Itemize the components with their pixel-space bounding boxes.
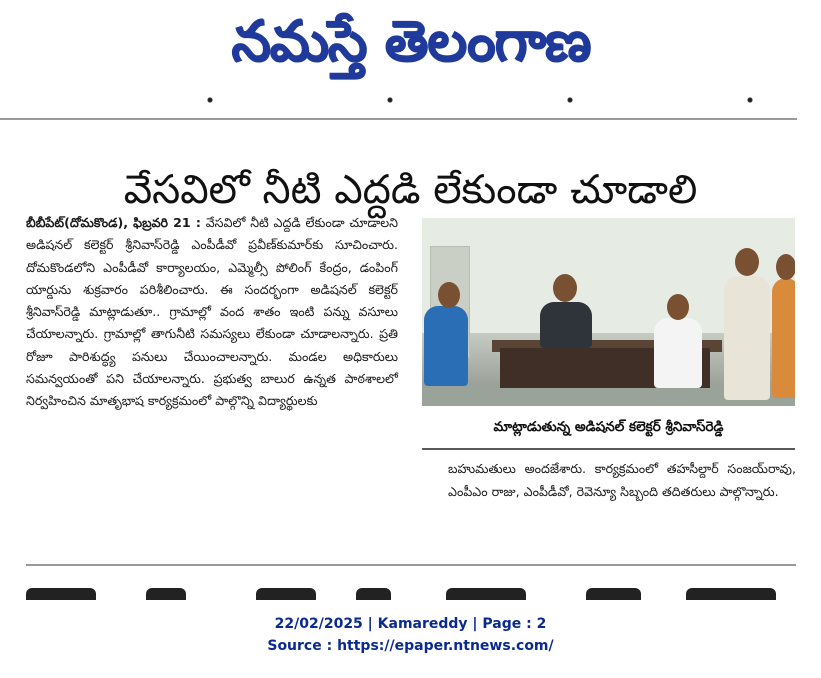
article-body-right-text: బహుమతులు అందజేశారు. కార్యక్రమంలో తహసీల్దార్ సంజయ్‌రావు, ఎంపీఎం రాజు, ఎంపీడీవో, రెవెన్యూ సిబ్బంది తదితరులు పాల్గొన్నారు. (448, 461, 796, 499)
article-photo (422, 218, 795, 406)
newspaper-logo: నమస్తే తెలంగాణ (231, 9, 590, 74)
article-body-right-column (448, 458, 796, 548)
headline-fragment-glyph (356, 588, 391, 600)
photo-person (772, 278, 795, 398)
headline-fragment-glyph (256, 588, 316, 600)
source-link[interactable]: Source : https://epaper.ntnews.com/ (267, 638, 554, 654)
photo-person-head (776, 254, 795, 280)
photo-person-head (553, 274, 577, 302)
article-body-left-text: వేసవిలో నీటి ఎద్దడి లేకుండా చూడాలని అడిషనల్ కలెక్టర్ శ్రీనివాస్‌రెడ్డి ఎంపీడీవో ప్రవీణ్‌కుమార్‌కు సూచించారు. దోమకొండలోని ఎంపీడీవో కార్యాలయం, ఎమ్మెల్సీ పోలింగ్ కేంద్రం, డంపింగ్ యార్డును శుక్రవారం పరిశీలించారు. ఈ సందర్భంగా అడిషనల్ కలెక్టర్ శ్రీనివాస్‌రెడ్డి మాట్లాడుతూ.. గ్రామాల్లో వంద శాతం ఇంటి పన్ను వసూలు చేయాలన్నారు. గ్రామాల్లో తాగునీటి సమస్యలు లేకుండా చూడాలన్నారు. ప్రతి రోజూ పారిశుద్ధ్య పనులు చేయించాలన్నారు. మండల అధికారులు సమన్వయంతో పని చేయాలన్నారు. ప్రభుత్వ బాలుర ఉన్నత పాఠశాలలో నిర్వహించిన మాతృభాష కార్యక్రమంలో పాల్గొన్ని విద్యార్థులకు (26, 215, 398, 409)
bottom-divider (26, 564, 796, 566)
top-divider (0, 118, 797, 120)
photo-caption: మాట్లాడుతున్న అడిషనల్ కలెక్టర్ శ్రీనివాస్‌రెడ్డి (422, 406, 795, 450)
photo-person (654, 318, 702, 388)
headline-fragment-glyph (26, 588, 96, 600)
headline-fragment-glyph (686, 588, 776, 600)
headline-fragment-glyph (446, 588, 526, 600)
article-headline: వేసవిలో నీటి ఎద్దడి లేకుండా చూడాలి (123, 166, 698, 213)
next-headline-fragment (26, 588, 796, 600)
headline-fragment-glyph (146, 588, 186, 600)
photo-person (540, 302, 592, 348)
headline-fragment-glyph (586, 588, 641, 600)
photo-person-head (667, 294, 689, 320)
edition-meta: 22/02/2025 | Kamareddy | Page : 2 (274, 616, 547, 632)
photo-person (724, 276, 770, 400)
photo-person-head (735, 248, 759, 276)
photo-person (424, 306, 468, 386)
photo-person-head (438, 282, 460, 308)
masthead (0, 2, 821, 82)
article-dateline: బీబీపేట్(దోమకొండ), ఫిబ్రవరి 21 : (26, 215, 201, 230)
article-body-left-column (26, 212, 398, 552)
cropped-text-fragment (30, 96, 790, 106)
page-footer (0, 613, 821, 657)
